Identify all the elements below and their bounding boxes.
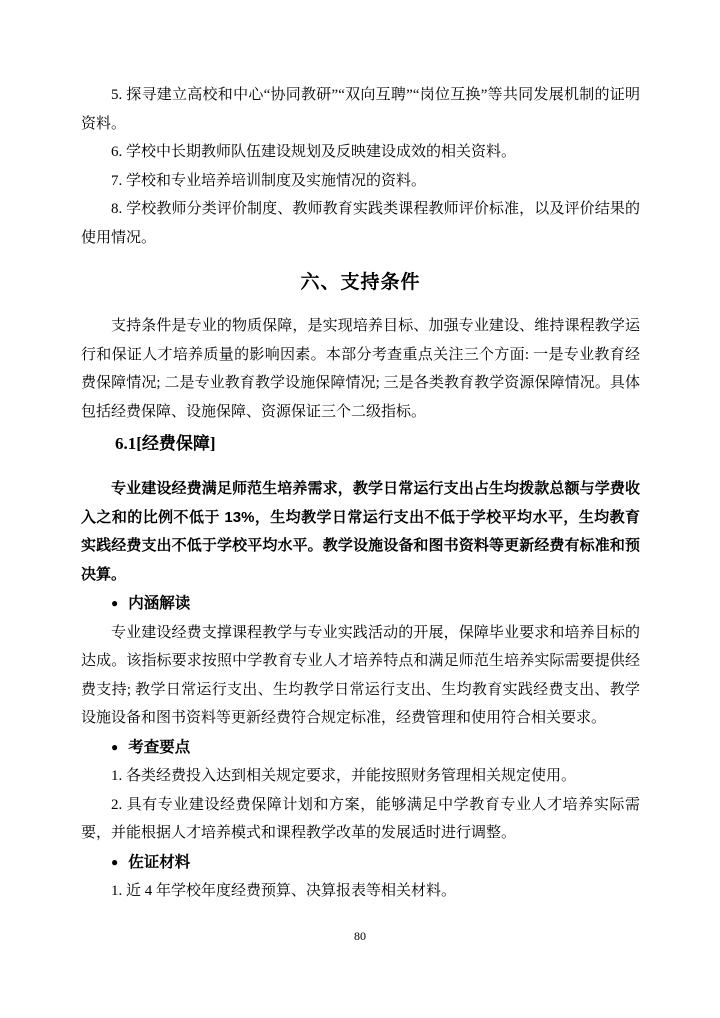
- bullet-icon: ●: [111, 854, 119, 869]
- subsection-standard: 专业建设经费满足师范生培养需求，教学日常运行支出占生均拨款总额与学费收入之和的比例不低于 13%，生均教学日常运行支出不低于学校平均水平，生均教育实践经费支出不低于学校平均水平。教学设施设备和图书资料等更新经费有标准和预决算。: [81, 480, 640, 583]
- bullet-heading-connotation: [81, 589, 640, 619]
- section-title: 六、支持条件: [300, 272, 421, 293]
- subsection-title: 6.1[经费保障]: [115, 434, 216, 453]
- list-item-5: 5. 探寻建立高校和中心“协同教研”“双向互聘”“岗位互换”等共同发展机制的证明资料。: [81, 87, 640, 132]
- evidence-item-1: 1. 近 4 年学校年度经费预算、决算报表等相关材料。: [111, 883, 457, 899]
- bullet-icon: ●: [111, 739, 119, 754]
- connotation-paragraph: 专业建设经费支撑课程教学与专业实践活动的开展，保障毕业要求和培养目标的达成。该指标要求按照中学教育专业人才培养特点和满足师范生培养实际需要提供经费支持; 教学日常运行支出、生均教学日常运行支出、生均教育实践经费支出、教学设施设备和图书资料等更新经费符合规定标准，经费管理和使用符合相关要求。: [81, 624, 640, 726]
- page-content: [81, 81, 640, 906]
- section-intro: 支持条件是专业的物质保障，是实现培养目标、加强专业建设、维持课程教学运行和保证人才培养质量的影响因素。本部分考查重点关注三个方面: 一是专业教育经费保障情况; 二是专业教育教学设施保障情况; 三是各类教育教学资源保障情况。具体包括经费保障、设施保障、资源保证三个二级指标。: [81, 318, 640, 420]
- bullet-heading-label: 考查要点: [128, 738, 191, 756]
- bullet-icon: ●: [111, 596, 119, 610]
- bullet-heading-label: 内涵解读: [128, 595, 191, 612]
- page-number: 80: [354, 929, 366, 943]
- list-item-8: 8. 学校教师分类评价制度、教师教育实践类课程教师评价标准，以及评价结果的使用情况。: [81, 201, 640, 246]
- bullet-heading-label: 佐证材料: [128, 853, 191, 871]
- bullet-heading-evidence: [81, 848, 640, 878]
- bullet-heading-key-points: [81, 733, 640, 763]
- key-point-1: 1. 各类经费投入达到相关规定要求，并能按照财务管理相关规定使用。: [111, 768, 577, 784]
- list-item-6: 6. 学校中长期教师队伍建设规划及反映建设成效的相关资料。: [111, 144, 517, 160]
- key-point-2: 2. 具有专业建设经费保障计划和方案，能够满足中学教育专业人才培养实际需要，并能根据人才培养模式和课程教学改革的发展适时进行调整。: [81, 796, 640, 841]
- list-item-7: 7. 学校和专业培养培训制度及实施情况的资料。: [111, 172, 427, 189]
